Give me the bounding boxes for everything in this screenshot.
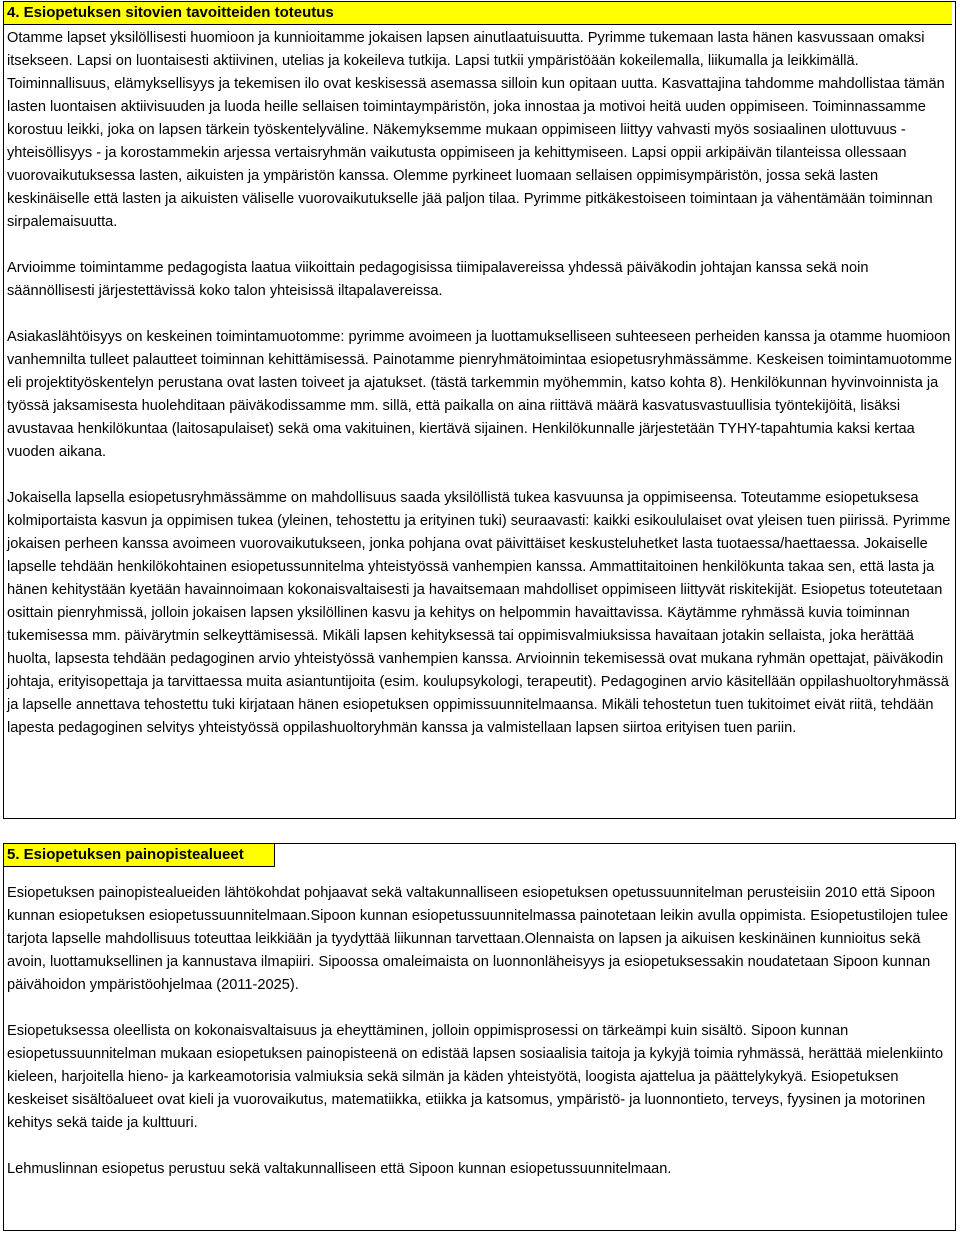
section-4-body: [7, 27, 953, 740]
section-4-heading: 4. Esiopetuksen sitovien tavoitteiden toteutus: [4, 2, 952, 25]
section-4-paragraph-4: Jokaisella lapsella esiopetusryhmässämme on mahdollisuus saada yksilöllistä tukea kasvuunsa ja oppimiseensa. Toteutamme esiopetuksesa kolmiportaista kasvun ja oppimisen tukea (yleinen, tehostettu ja erityinen tuki) seuraavasti: kaikki esikoululaiset ovat yleisen tuen piirissä. Pyrimme jokaisen perheen kanssa avoimeen vuorovaikutukseen, jonka pohjana ovat päivittäiset keskusteluhetket lasta tuotaessa/haettaessa. Jokaiselle lapselle tehdään henkilökohtainen esiopetussunnitelma yhteistyössä vanhempien kanssa. Ammattitaitoinen henkilökunta takaa sen, että lasta ja hänen kehitystään kyetään havainnoimaan kokonaisvaltaisesti ja havaitsemaan mahdolliset oppimiseen liittyvät riskitekijät. Esiopetus toteutetaan osittain pienryhmissä, jolloin jokaisen lapsen yksilöllinen kasvu ja kehitys on helpommin havaittavissa. Käytämme ryhmässä kuvia toiminnan tukemisessa mm. päivärytmin selkeyttämisessä. Mikäli lapsen kehityksessä tai oppimisvalmiuksissa havaitaan jotakin sellaista, joka herättää huolta, lapsesta tehdään pedagoginen arvio yhteistyössä vanhempien kanssa. Arvioinnin tekemisessä ovat mukana ryhmän opettajat, päiväkodin johtaja, erityisopettaja ja tarvittaessa muita asiantuntijoita (esim. koulupsykologi, terapeutit). Pedagoginen arvio käsitellään oppilashuoltoryhmässä ja lapselle annettava tehostettu tuki kirjataan hänen esiopetuksen oppimissuunnitelmaansa. Mikäli tehostetun tuen tukitoimet eivät riitä, tehdään lapesta pedagoginen selvitys yhteistyössä oppilashuoltoryhmän kanssa ja valmistellaan lapsen siirtoa erityisen tuen pariin.: [7, 490, 951, 736]
section-4-paragraph-1: Otamme lapset yksilöllisesti huomioon ja kunnioitamme jokaisen lapsen ainutlaatuisuutta. Pyrimme tukemaan lasta hänen kasvussaan omaksi itsekseen. Lapsi on luontaisesti aktiivinen, utelias ja kokeileva tutkija. Lapsi tutkii ympäristöään kokeilemalla, liikumalla ja leikkimällä. Toiminnallisuus, elämyksellisyys ja tekemisen ilo ovat keskisessä asemassa silloin kun opitaan uutta. Kasvattajina tahdomme mahdollistaa tämän lasten luontaisen aktiivisuuden ja luoda heille sellaisen toimintaympäristön, joka innostaa ja motivoi heitä uuden oppimiseen. Toiminnassamme korostuu leikki, joka on lapsen tärkein työskentelyväline. Näkemyksemme mukaan oppimiseen liittyy vahvasti myös sosiaalinen ulottuvuus - yhteisöllisyys - ja korostammekin arjessa vertaisryhmän vaikutusta oppimiseen ja kehittymiseen. Lapsi oppii arkipäivän tilanteissa ollessaan vuorovaikutuksessa lasten, aikuisten ja ympäristön kanssa. Olemme pyrkineet luomaan sellaisen oppimisympäristön, jossa sekä lasten keskinäiselle että lasten ja aikuisten väliselle vuorovaikutukselle jää paljon tilaa. Pyrimme pitkäkestoiseen toimintaan ja vähentämään toiminnan sirpalemaisuutta.: [7, 30, 945, 230]
section-5-box: [3, 843, 956, 1231]
section-5-paragraph-2: Esiopetuksessa oleellista on kokonaisvaltaisuus ja eheyttäminen, jolloin oppimisprosessi on tärkeämpi kuin sisältö. Sipoon kunnan esiopetussuunnitelman mukaan esiopetuksen painopisteenä on edistää lapsen sosiaalisia taitoja ja kykyjä toimia ryhmässä, herättää mielenkiinto kieleen, harjoitella hieno- ja karkeamotorisia valmiuksia sekä silmän ja käden yhteistyötä, loogista ajattelua ja päättelykykyä. Esiopetuksen keskeiset sisältöalueet ovat kieli ja vuorovaikutus, matematiikka, etiikka ja katsomus, ympäristö- ja luonnontieto, terveys, fyysinen ja motorinen kehitys sekä taide ja kulttuuri.: [7, 1023, 944, 1131]
section-5-paragraph-3: Lehmuslinnan esiopetus perustuu sekä valtakunnalliseen että Sipoon kunnan esiopetussuunnitelmaan.: [7, 1161, 672, 1177]
section-5-heading: 5. Esiopetuksen painopistealueet: [4, 844, 275, 867]
section-4-box: [3, 1, 956, 819]
section-5-body: [7, 882, 953, 1181]
section-5-paragraph-1: Esiopetuksen painopistealueiden lähtökohdat pohjaavat sekä valtakunnalliseen esiopetuksen opetussuunnitelman perusteisiin 2010 että Sipoon kunnan esiopetuksen esiopetussuunnitelmaan.Sipoon kunnan esiopetussuunnitelmassa painotetaan leikin avulla oppimista. Esiopetustilojen tulee tarjota lapselle mahdollisuus toteuttaa leikkiään ja tyydyttää liikunnan tarvettaan.Olennaista on lapsen ja aikuisen keskinäinen kunnioitus sekä avoin, luottamuksellinen ja kannustava ilmapiiri. Sipoossa omaleimaista on luonnonläheisyys ja esiopetuksessakin noudatetaan Sipoon kunnan päivähoidon ympäristöohjelmaa (2011-2025).: [7, 885, 949, 993]
section-4-paragraph-3: Asiakaslähtöisyys on keskeinen toimintamuotomme: pyrimme avoimeen ja luottamukselliseen suhteeseen perheiden kanssa ja otamme huomioon vanhemnilta tulleet palautteet toiminnan kehittämisessä. Painotamme pienryhmätoimintaa esiopetusryhmässämme. Keskeisen toimintamuotomme eli projektityöskentelyn perustana ovat lasten toiveet ja ajatukset. (tästä tarkemmin myöhemmin, katso kohta 8). Henkilökunnan hyvinvoinnista ja työssä jaksamisesta huolehditaan päiväkodissamme mm. sillä, että paikalla on aina riittävä määrä kasvatusvastuullisia työntekijöitä, lisäksi avustavaa henkilökuntaa (laitosapulaiset) sekä oma vakituinen, kiertävä sijainen. Henkilökunnalle järjestetään TYHY-tapahtumia kaksi kertaa vuoden aikana.: [7, 329, 952, 460]
section-4-paragraph-2: Arvioimme toimintamme pedagogista laatua viikoittain pedagogisissa tiimipalavereissa yhdessä päiväkodin johtajan kanssa sekä noin säännöllisesti järjestettävissä koko talon yhteisissä iltapalavereissa.: [7, 260, 869, 299]
